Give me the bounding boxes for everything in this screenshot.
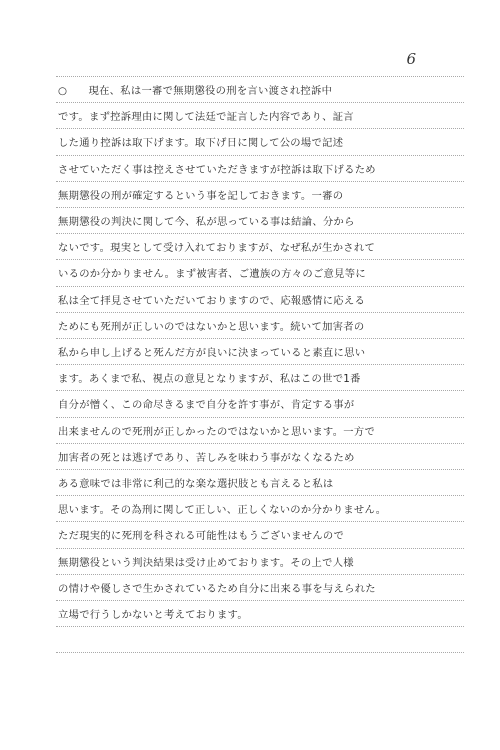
letter-line: の情けや優しさで生かされているため自分に出来る事を与えられた: [58, 582, 376, 595]
letter-line: いるのか分かりません。まず被害者、ご遺族の方々のご意見等に: [58, 268, 366, 281]
ruled-line: [56, 364, 464, 365]
ruled-line: [56, 312, 464, 313]
ruled-line: [56, 652, 464, 653]
letter-line: 無期懲役という判決結果は受け止めております。その上で人様: [58, 556, 354, 569]
letter-line: 自分が憎く、この命尽きるまで自分を許す事が、肯定する事が: [58, 399, 355, 412]
ruled-line: [56, 338, 464, 339]
letter-line: した通り控訴は取下げます。取下げ日に関して公の場で記述: [58, 137, 344, 150]
ruled-line: [56, 286, 464, 287]
ruled-line: [56, 155, 464, 156]
letter-line: ためにも死刑が正しいのではないかと思います。続いて加害者の: [58, 320, 365, 333]
ruled-line: [56, 548, 464, 549]
ruled-line: [56, 207, 464, 208]
ruled-line: [56, 574, 464, 575]
page-number: 6: [406, 50, 416, 68]
ruled-line: [56, 76, 464, 77]
letter-line: です。まず控訴理由に関して法廷で証言した内容であり、証言: [58, 111, 354, 124]
letter-line: 加害者の死とは逃げであり、苦しみを味わう事がなくなるため: [58, 451, 355, 464]
letter-line: ○ 現在、私は一審で無期懲役の刑を言い渡され控訴中: [58, 85, 333, 97]
letter-line: 立場で行うしかないと考えております。: [58, 609, 248, 621]
letter-line: ただ現実的に死刑を科される可能性はもうございませんので: [58, 530, 345, 543]
ruled-line: [56, 495, 464, 496]
letter-line: 思います。その為刑に関して正しい、正しくないのか分かりません。: [58, 504, 387, 517]
ruled-line: [56, 417, 464, 418]
ruled-line: [56, 626, 464, 627]
ruled-line: [56, 521, 464, 522]
ruled-line: [56, 181, 464, 182]
letter-line: 無期懲役の判決に関して今、私が思っている事は結論、分から: [58, 216, 355, 228]
letter-line: ある意味では非常に利己的な楽な選択肢とも言えると私は: [58, 478, 334, 490]
letter-line: 出来ませんので死刑が正しかったのではないかと思います。一方で: [58, 425, 376, 438]
ruled-line: [56, 102, 464, 103]
ruled-line: [56, 443, 464, 444]
letter-line: 私は全て拝見させていただいておりますので、応報感情に応える: [58, 294, 366, 307]
ruled-line: [56, 259, 464, 260]
ruled-line: [56, 600, 464, 601]
letter-line: ます。あくまで私、視点の意見となりますが、私はこの世で1番: [58, 373, 361, 386]
letter-line: 無期懲役の刑が確定するという事を記しておきます。一審の: [58, 189, 344, 202]
ruled-line: [56, 469, 464, 470]
letter-line: 私から申し上げると死んだ方が良いに決まっていると素直に思い: [58, 347, 366, 359]
letter-line: ないです。現実として受け入れておりますが、なぜ私が生かされて: [58, 242, 376, 255]
ruled-line: [56, 233, 464, 234]
ruled-line: [56, 128, 464, 129]
ruled-line: [56, 390, 464, 391]
letter-line: させていただく事は控えさせていただきますが控訴は取下げるため: [58, 163, 376, 176]
